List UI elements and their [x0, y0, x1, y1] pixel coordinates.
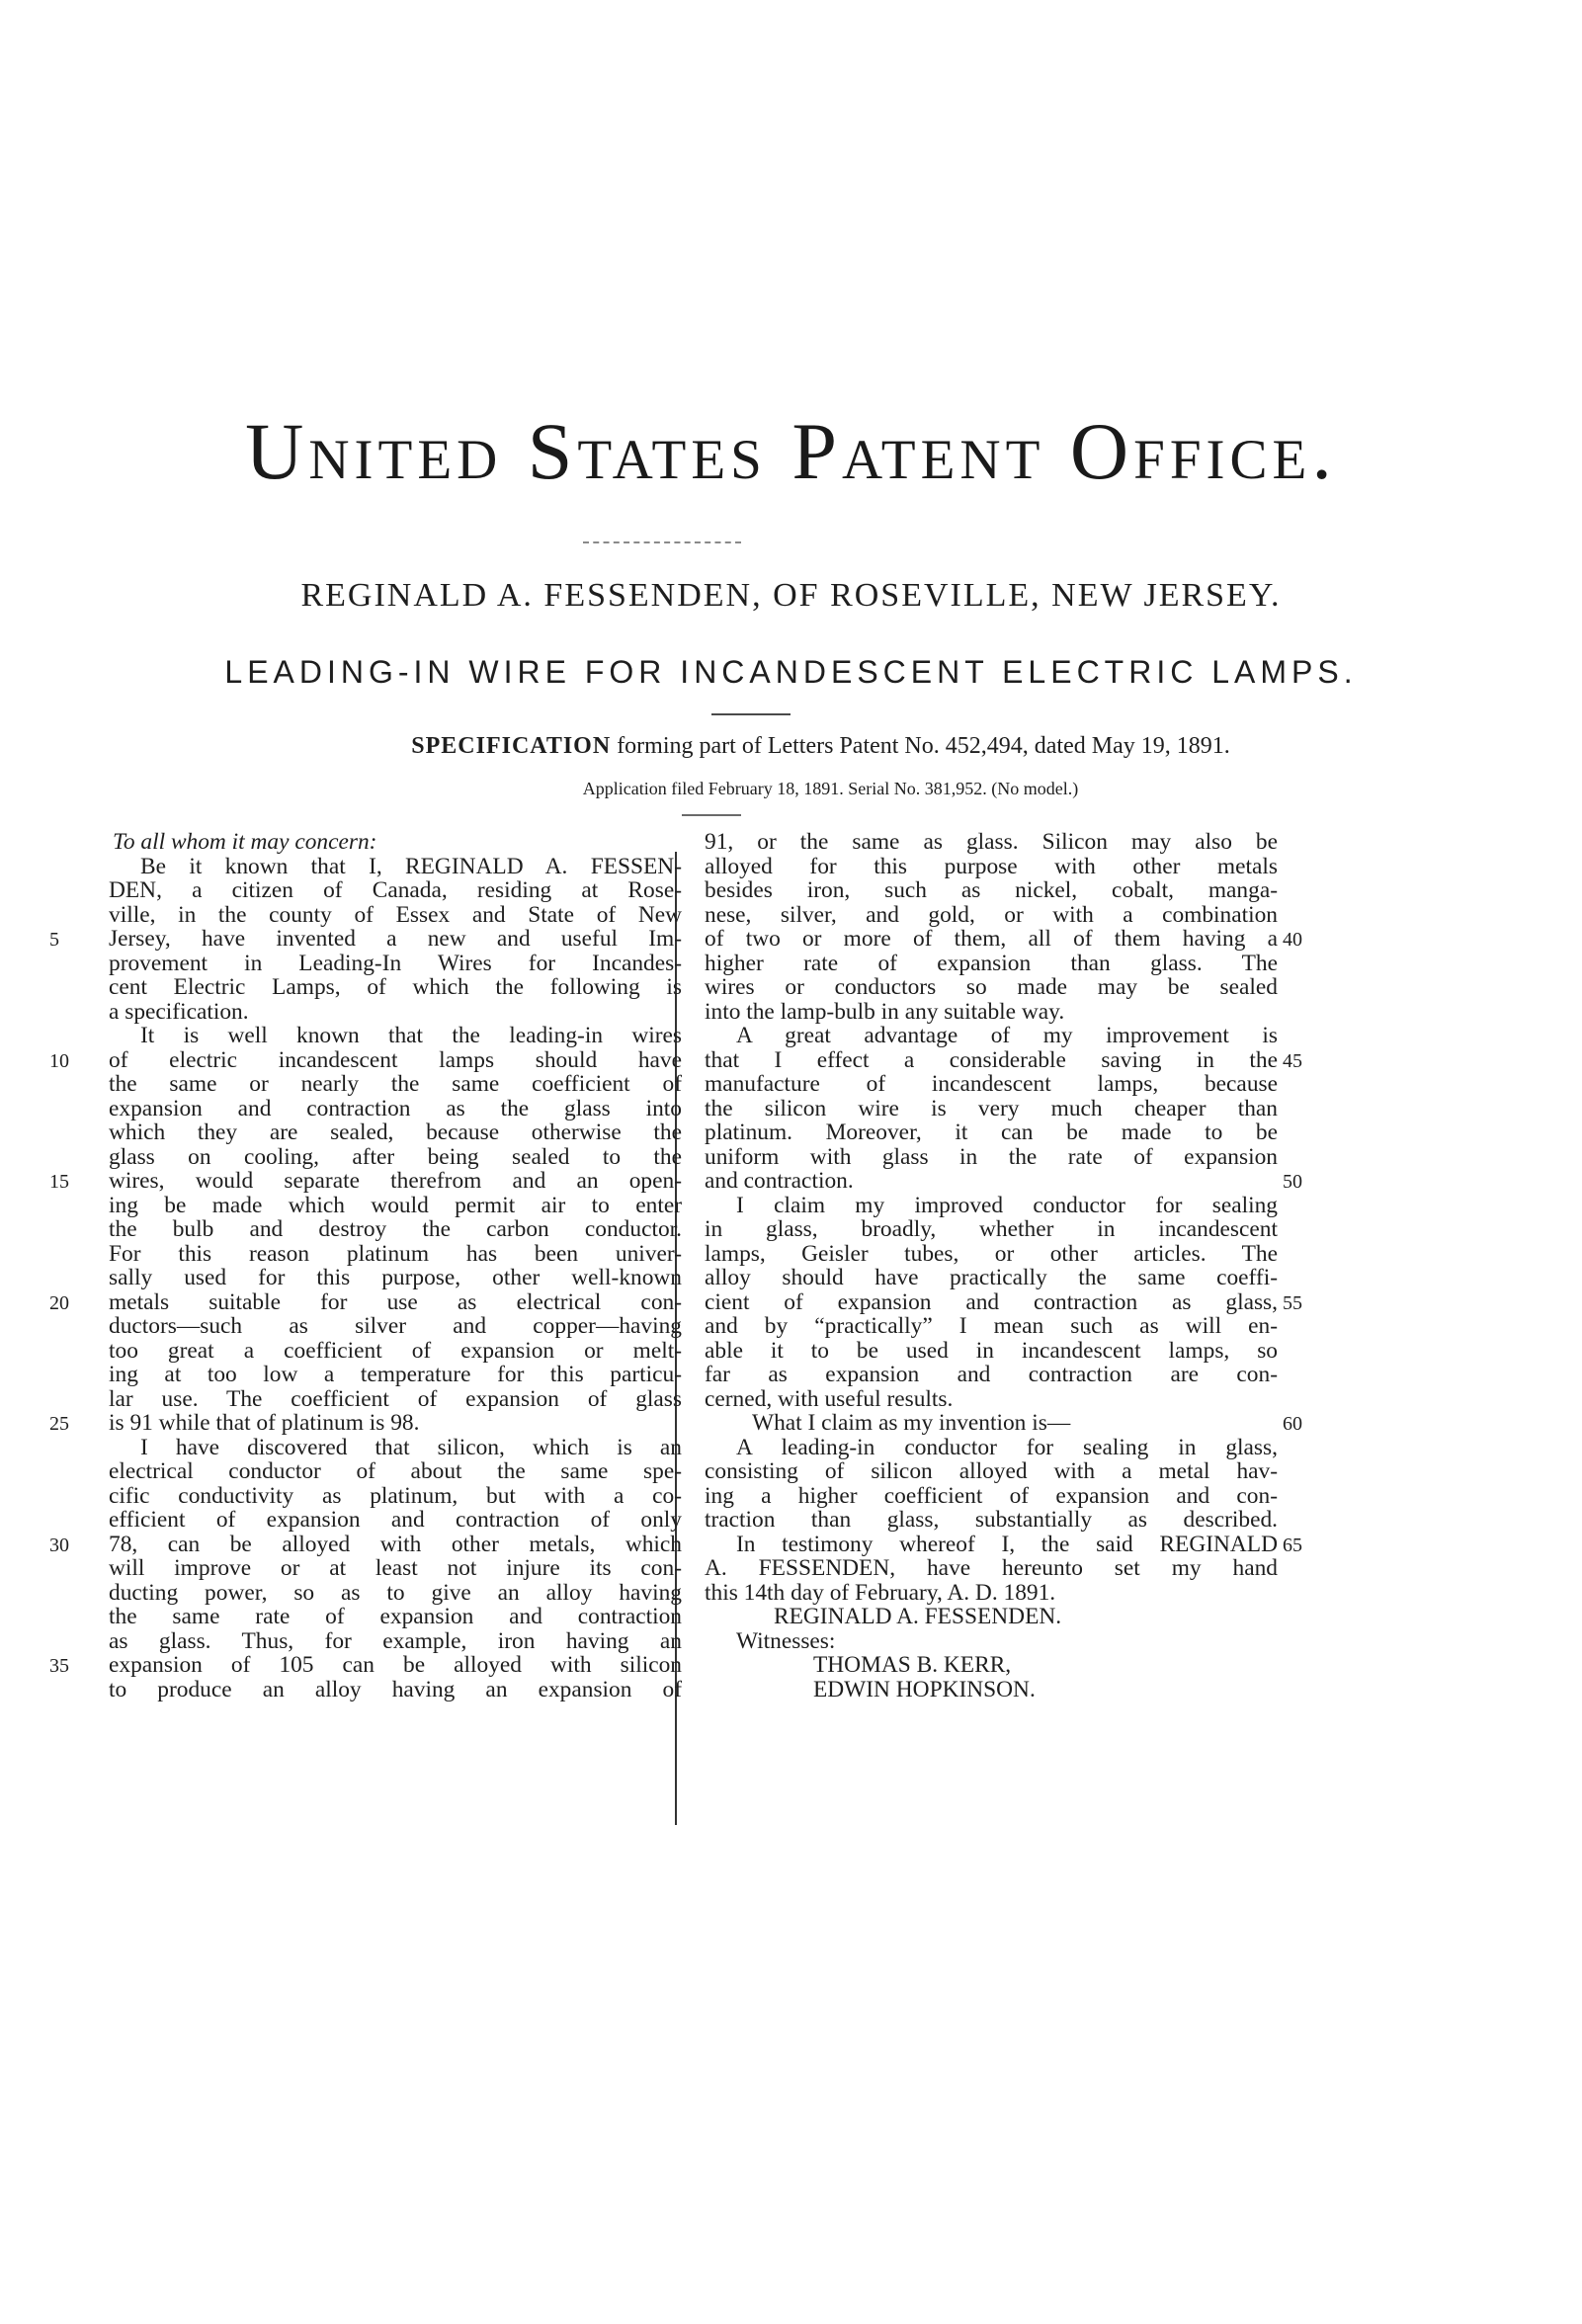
text-line: ducting power, so as to give an alloy having [109, 1579, 682, 1606]
text-line: wires, would separate therefrom and an open- [109, 1168, 682, 1194]
text-line: efficient of expansion and contraction of only [109, 1507, 682, 1533]
application-rule [682, 814, 741, 816]
invention-title: LEADING-IN WIRE FOR INCANDESCENT ELECTRIC LAMPS. [224, 654, 1358, 690]
line-number: 5 [49, 929, 59, 951]
text-line: A leading-in conductor for sealing in glass, [736, 1434, 1278, 1460]
text-line: in glass, broadly, whether in incandescent [705, 1216, 1278, 1242]
text-line: the bulb and destroy the carbon conductor. [109, 1216, 682, 1242]
text-line: cient of expansion and contraction as glass, [705, 1288, 1278, 1315]
text-line: 91, or the same as glass. Silicon may also be [705, 829, 1278, 855]
text-line: besides iron, such as nickel, cobalt, manga- [705, 877, 1278, 903]
text-line: the silicon wire is very much cheaper than [705, 1095, 1278, 1121]
text-line: 78, can be alloyed with other metals, which [109, 1531, 682, 1557]
text-line: higher rate of expansion than glass. The [705, 950, 1278, 976]
text-line: ing at too low a temperature for this particu- [109, 1362, 682, 1387]
text-line: alloy should have practically the same coeffi- [705, 1265, 1278, 1290]
text-line: platinum. Moreover, it can be made to be [705, 1120, 1278, 1145]
line-number: 20 [49, 1291, 69, 1314]
inventor-line: REGINALD A. FESSENDEN, OF ROSEVILLE, NEW JERSEY. [300, 577, 1282, 614]
text-line: that I effect a considerable saving in the [705, 1046, 1278, 1073]
line-number: 30 [49, 1534, 69, 1556]
text-line: ductors—such as silver and copper—having [109, 1313, 682, 1339]
line-number: 50 [1283, 1171, 1302, 1193]
application-line: Application filed February 18, 1891. Serial No. 381,952. (No model.) [582, 779, 1079, 798]
line-number: 65 [1283, 1534, 1302, 1556]
text-line: a specification. [109, 998, 249, 1025]
text-line: provement in Leading-In Wires for Incandes- [109, 950, 682, 976]
text-line: cent Electric Lamps, of which the following is [109, 974, 682, 1000]
line-number: 15 [49, 1171, 69, 1193]
text-line: cific conductivity as platinum, but with a co- [109, 1482, 682, 1509]
text-line: I have discovered that silicon, which is an [140, 1434, 682, 1460]
line-number: 35 [49, 1655, 69, 1677]
text-line: manufacture of incandescent lamps, because [705, 1071, 1278, 1097]
text-line: will improve or at least not injure its con- [109, 1555, 682, 1581]
office-title: United States Patent Office. [245, 406, 1337, 496]
text-line: ville, in the county of Essex and State of New [109, 901, 682, 928]
line-number: 10 [49, 1049, 69, 1072]
left-column [109, 830, 682, 1702]
text-line: and contraction. [705, 1168, 854, 1194]
text-line: sally used for this purpose, other well-known [109, 1265, 682, 1290]
text-line: of electric incandescent lamps should have [109, 1046, 682, 1073]
text-line: expansion and contraction as the glass into [109, 1095, 682, 1121]
text-line: too great a coefficient of expansion or melt- [109, 1337, 682, 1364]
line-number: 25 [49, 1413, 69, 1435]
text-line: ing a higher coefficient of expansion and con- [705, 1482, 1278, 1509]
line-number: 55 [1283, 1291, 1302, 1314]
right-column [705, 830, 1278, 1702]
text-line: lar use. The coefficient of expansion of glass [109, 1385, 682, 1412]
text-line: THOMAS B. KERR, [813, 1652, 1012, 1678]
text-line: To all whom it may concern: [113, 829, 377, 855]
text-line: metals suitable for use as electrical con- [109, 1288, 682, 1315]
text-line: DEN, a citizen of Canada, residing at Rose- [109, 877, 682, 903]
text-line: nese, silver, and gold, or with a combination [705, 901, 1278, 928]
specification-detail: forming part of Letters Patent No. 452,494, dated May 19, 1891. [617, 733, 1230, 759]
text-line: the same or nearly the same coefficient of [109, 1071, 682, 1097]
title-divider [583, 541, 741, 543]
text-line: I claim my improved conductor for sealing [736, 1192, 1278, 1218]
specification-word: SPECIFICATION [411, 733, 612, 759]
line-number: 60 [1283, 1413, 1302, 1435]
text-line: A great advantage of my improvement is [736, 1023, 1278, 1048]
text-line: electrical conductor of about the same spe- [109, 1458, 682, 1484]
text-line: traction than glass, substantially as described. [705, 1507, 1278, 1533]
text-line: REGINALD A. FESSENDEN. [774, 1604, 1062, 1629]
text-line: Be it known that I, REGINALD A. FESSEN- [140, 853, 682, 879]
line-number: 40 [1283, 929, 1302, 951]
text-line: expansion of 105 can be alloyed with silicon [109, 1652, 682, 1678]
text-line: cerned, with useful results. [705, 1385, 954, 1412]
text-line: Witnesses: [736, 1627, 836, 1654]
text-line: consisting of silicon alloyed with a metal hav- [705, 1458, 1278, 1484]
text-line: of two or more of them, all of them having a [705, 926, 1278, 952]
text-line: which they are sealed, because otherwise the [109, 1120, 682, 1145]
text-line: A. FESSENDEN, have hereunto set my hand [705, 1555, 1278, 1581]
text-line: glass on cooling, after being sealed to the [109, 1143, 682, 1170]
text-line: as glass. Thus, for example, iron having an [109, 1627, 682, 1654]
text-line: into the lamp-bulb in any suitable way. [705, 998, 1065, 1025]
text-line: alloyed for this purpose with other metals [705, 853, 1278, 879]
specification-line [0, 733, 1582, 760]
text-line: this 14th day of February, A. D. 1891. [705, 1579, 1056, 1606]
text-line: Jersey, have invented a new and useful Im- [109, 926, 682, 952]
text-line: and by “practically” I mean such as will en- [705, 1313, 1278, 1339]
text-line: ing be made which would permit air to enter [109, 1192, 682, 1218]
text-line: What I claim as my invention is— [752, 1410, 1071, 1436]
text-line: is 91 while that of platinum is 98. [109, 1410, 420, 1436]
text-line: far as expansion and contraction are con- [705, 1362, 1278, 1387]
text-line: lamps, Geisler tubes, or other articles. The [705, 1240, 1278, 1267]
text-line: EDWIN HOPKINSON. [813, 1676, 1036, 1702]
line-number: 45 [1283, 1049, 1302, 1072]
text-line: to produce an alloy having an expansion of [109, 1676, 682, 1702]
text-line: able it to be used in incandescent lamps, so [705, 1337, 1278, 1364]
title-rule [711, 713, 791, 715]
text-line: uniform with glass in the rate of expansion [705, 1143, 1278, 1170]
text-line: For this reason platinum has been univer- [109, 1240, 682, 1267]
text-line: It is well known that the leading-in wires [140, 1023, 682, 1048]
text-line: the same rate of expansion and contraction [109, 1604, 682, 1629]
text-line: In testimony whereof I, the said REGINALD [736, 1531, 1278, 1557]
text-line: wires or conductors so made may be sealed [705, 974, 1278, 1000]
